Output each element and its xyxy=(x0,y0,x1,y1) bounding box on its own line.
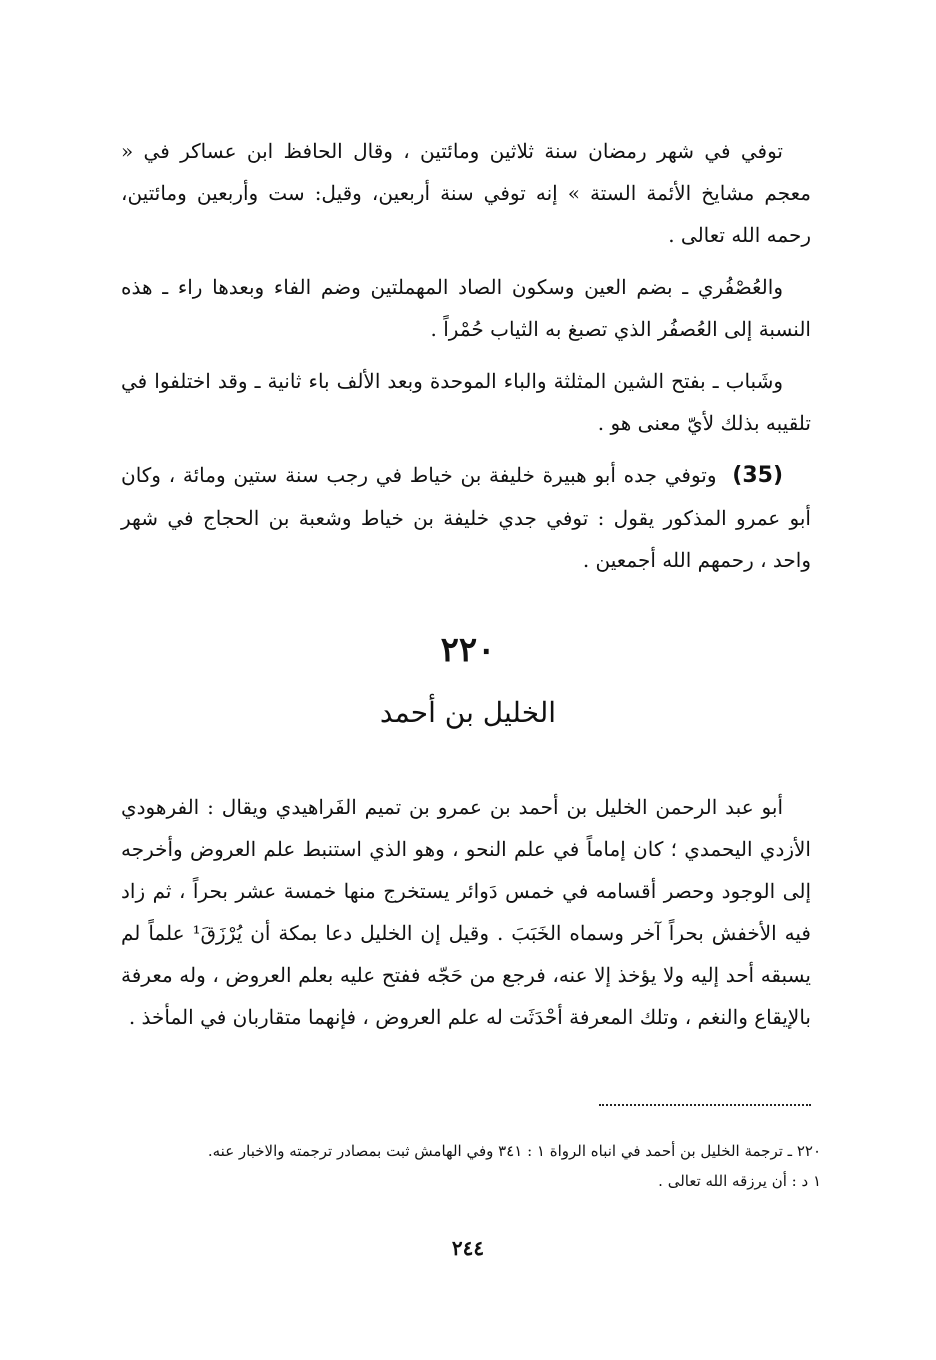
footnote-variant: ١ د : أن يرزقه الله تعالى . xyxy=(658,1172,821,1190)
biography-title: الخليل بن أحمد xyxy=(379,696,557,729)
paragraph-usfuri-nisba: والعُصْفُري ـ بضم العين وسكون الصاد المهملتين وضم الفاء وبعدها راء ـ هذه النسبة إلى العُصفُر الذي تصبغ به الثياب حُمْراً . xyxy=(121,275,811,341)
page-number: ٢٤٤ xyxy=(451,1236,485,1260)
paragraph-numbered-text: وتوفي جده أبو هبيرة خليفة بن خياط في رجب سنة ستين ومائة ، وكان أبو عمرو المذكور يقول : توفي جدي خليفة بن خياط وشعبة بن الحجاج في شهر واحد ، رحمهم الله أجمعين . xyxy=(121,463,811,572)
footnote-divider xyxy=(599,1104,811,1106)
paragraph-number-label: (35) xyxy=(732,463,783,488)
paragraph-numbered xyxy=(121,454,811,581)
paragraph-shabab-name: وشَباب ـ بفتح الشين المثلثة والباء الموحدة وبعد الألف باء ثانية ـ وقد اختلفوا في تلقيبه بذلك لأيّ معنى هو . xyxy=(121,369,811,435)
continued-text-section xyxy=(121,130,811,591)
biography-paragraph: أبو عبد الرحمن الخليل بن أحمد بن عمرو بن تميم الفَراهيدي ويقال : الفرهودي الأزدي اليحمدي ؛ كان إماماً في علم النحو ، وهو الذي استنبط علم العروض وأخرجه إلى الوجود وحصر أقسامه في خمس دَوائر يستخرج منها خمسة عشر بحراً ، ثم زاد فيه الأخفش بحراً آخر وسماه الخَبَبَ . وقيل إن الخليل دعا بمكة أن يُرْزَقَ¹ علماً لم يسبقه أحد إليه ولا يؤخذ إلا عنه، فرجع من حَجّه ففتح عليه بعلم العروض ، وله معرفة بالإيقاع والنغم ، وتلك المعرفة أحْدَثَت له علم العروض ، فإنهما متقاربان في المأخذ . xyxy=(121,795,811,1029)
biography-section xyxy=(121,786,811,1048)
footnotes xyxy=(111,1136,821,1196)
biography-number: ٢٢٠ xyxy=(440,630,496,670)
footnote-source: ٢٢٠ ـ ترجمة الخليل بن أحمد في انباه الرواة ١ : ٣٤١ وفي الهامش ثبت بمصادر ترجمته والاخبار عنه. xyxy=(207,1142,821,1160)
paragraph-death-date: توفي في شهر رمضان سنة ثلاثين ومائتين ، وقال الحافظ ابن عساكر في « معجم مشايخ الأئمة الستة » إنه توفي سنة أربعين، وقيل: ست وأربعين ومائتين، رحمه الله تعالى . xyxy=(121,139,811,247)
